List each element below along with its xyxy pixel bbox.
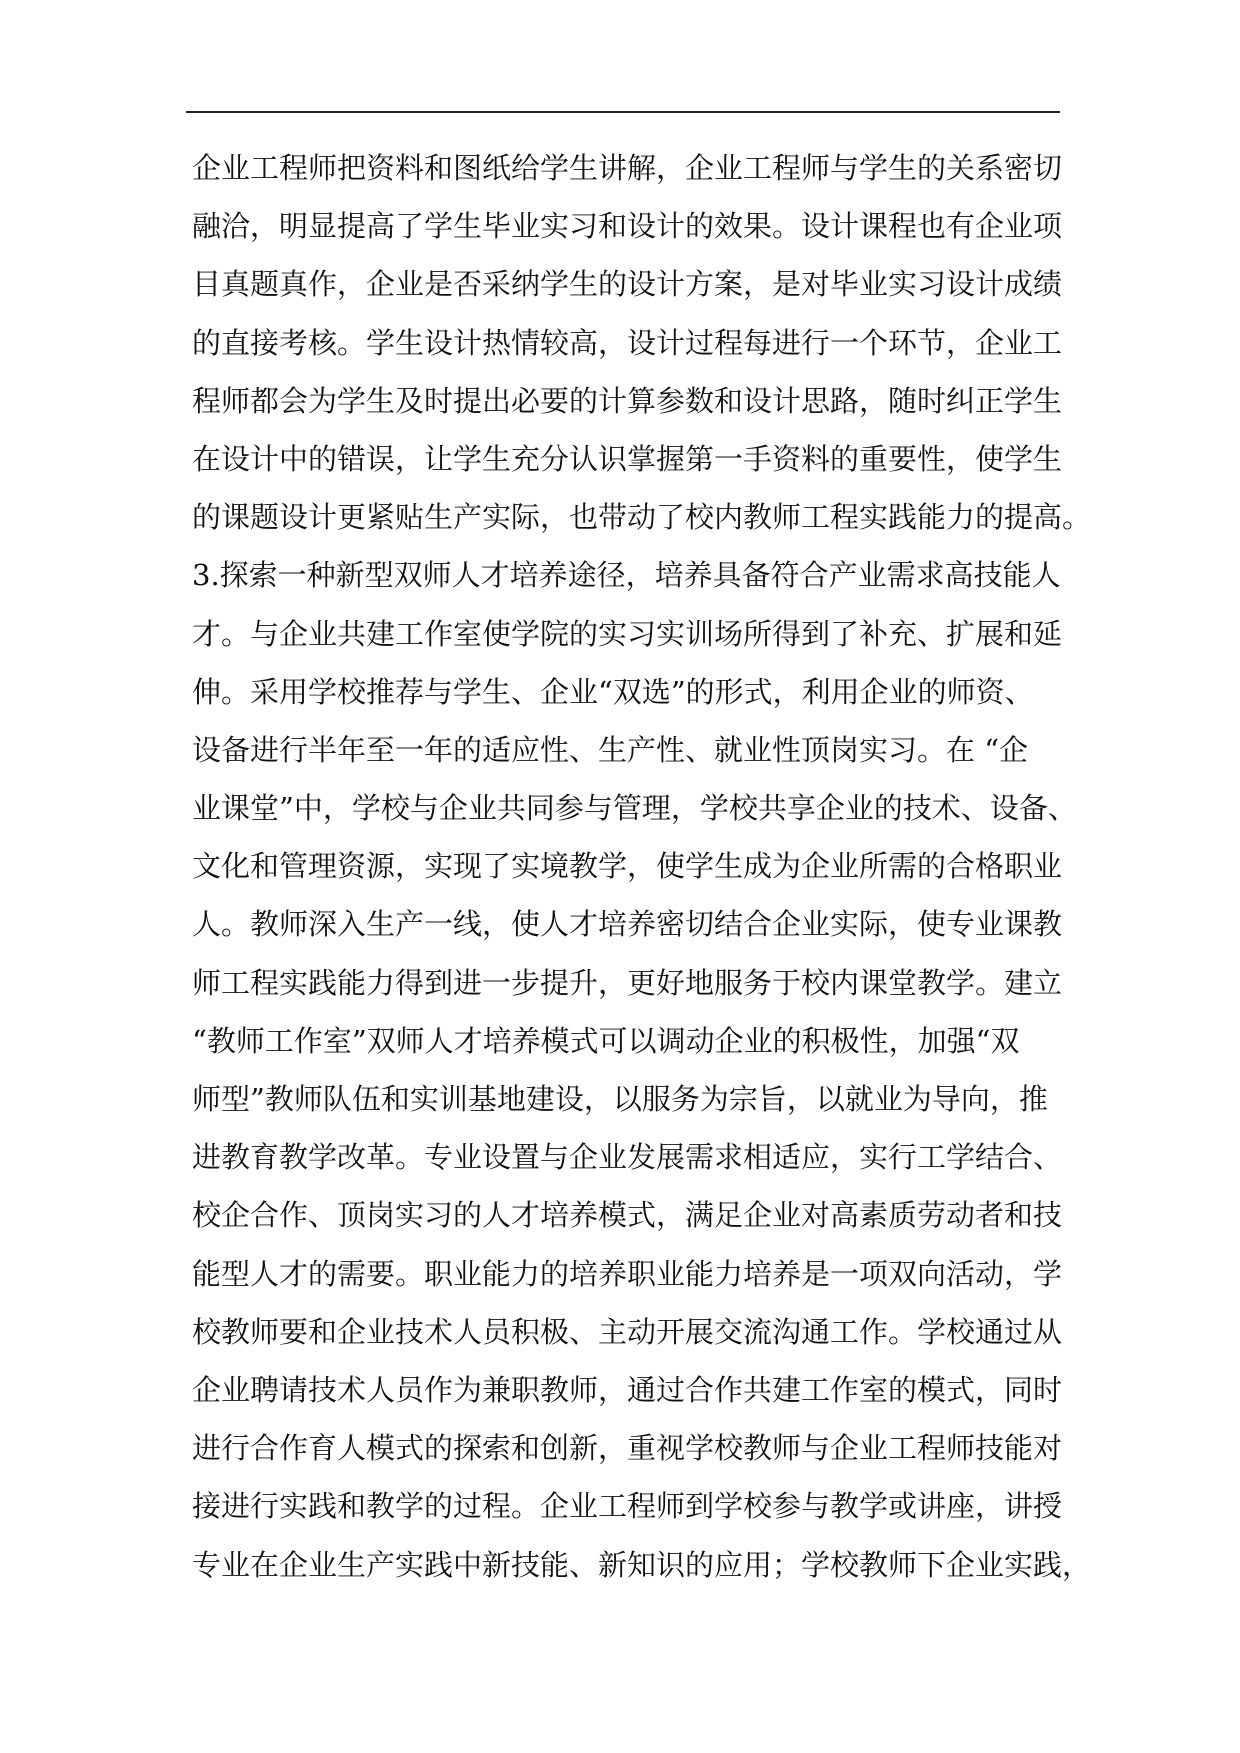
body-text [192,139,1092,1594]
text-line: 校教师要和企业技术人员积极、主动开展交流沟通工作。学校通过从 [192,1314,1063,1349]
text-line: 进教育教学改革。专业设置与企业发展需求相适应，实行工学结合、 [192,1140,1063,1175]
text-line: 设备进行半年至一年的适应性、生产性、就业性顶岗实习。在 “企 [192,732,1029,767]
text-line: 业课堂”中，学校与企业共同参与管理，学校共享企业的技术、设备、 [192,791,1077,826]
text-line: 的课题设计更紧贴生产实际，也带动了校内教师工程实践能力的提高。 [192,500,1092,535]
text-line: 文化和管理资源，实现了实境教学，使学生成为企业所需的合格职业 [192,849,1063,884]
text-line: 专业在企业生产实践中新技能、新知识的应用；学校教师下企业实践， [192,1547,1092,1582]
text-line: 校企合作、顶岗实习的人才培养模式，满足企业对高素质劳动者和技 [192,1198,1063,1233]
text-line: 3.探索一种新型双师人才培养途径，培养具备符合产业需求高技能人 [192,558,1061,593]
text-line: 能型人才的需要。职业能力的培养职业能力培养是一项双向活动，学 [192,1256,1063,1291]
text-line: 人。教师深入生产一线，使人才培养密切结合企业实际，使专业课教 [192,907,1063,942]
text-line: 的直接考核。学生设计热情较高，设计过程每进行一个环节，企业工 [192,325,1063,360]
text-line: 才。与企业共建工作室使学院的实习实训场所得到了补充、扩展和延 [192,616,1063,651]
text-line: 在设计中的错误，让学生充分认识掌握第一手资料的重要性，使学生 [192,441,1063,476]
text-line: 师工程实践能力得到进一步提升，更好地服务于校内课堂教学。建立 [192,965,1063,1000]
text-line: 融洽，明显提高了学生毕业实习和设计的效果。设计课程也有企业项 [192,209,1063,244]
text-line: 师型”教师队伍和实训基地建设，以服务为宗旨，以就业为导向，推 [192,1082,1048,1116]
text-line: 进行合作育人模式的探索和创新，重视学校教师与企业工程师技能对 [192,1431,1063,1466]
text-line: 接进行实践和教学的过程。企业工程师到学校参与教学或讲座，讲授 [192,1489,1063,1524]
text-line: 目真题真作，企业是否采纳学生的设计方案，是对毕业实习设计成绩 [192,267,1063,302]
text-line: “教师工作室”双师人才培养模式可以调动企业的积极性，加强“双 [192,1023,1020,1058]
text-line: 伸。采用学校推荐与学生、企业“双选”的形式，利用企业的师资、 [192,674,1034,709]
text-line: 企业聘请技术人员作为兼职教师，通过合作共建工作室的模式，同时 [192,1372,1063,1407]
text-line: 程师都会为学生及时提出必要的计算参数和设计思路，随时纠正学生 [192,383,1063,418]
text-line: 企业工程师把资料和图纸给学生讲解，企业工程师与学生的关系密切 [192,151,1063,185]
header-rule [186,111,1060,113]
